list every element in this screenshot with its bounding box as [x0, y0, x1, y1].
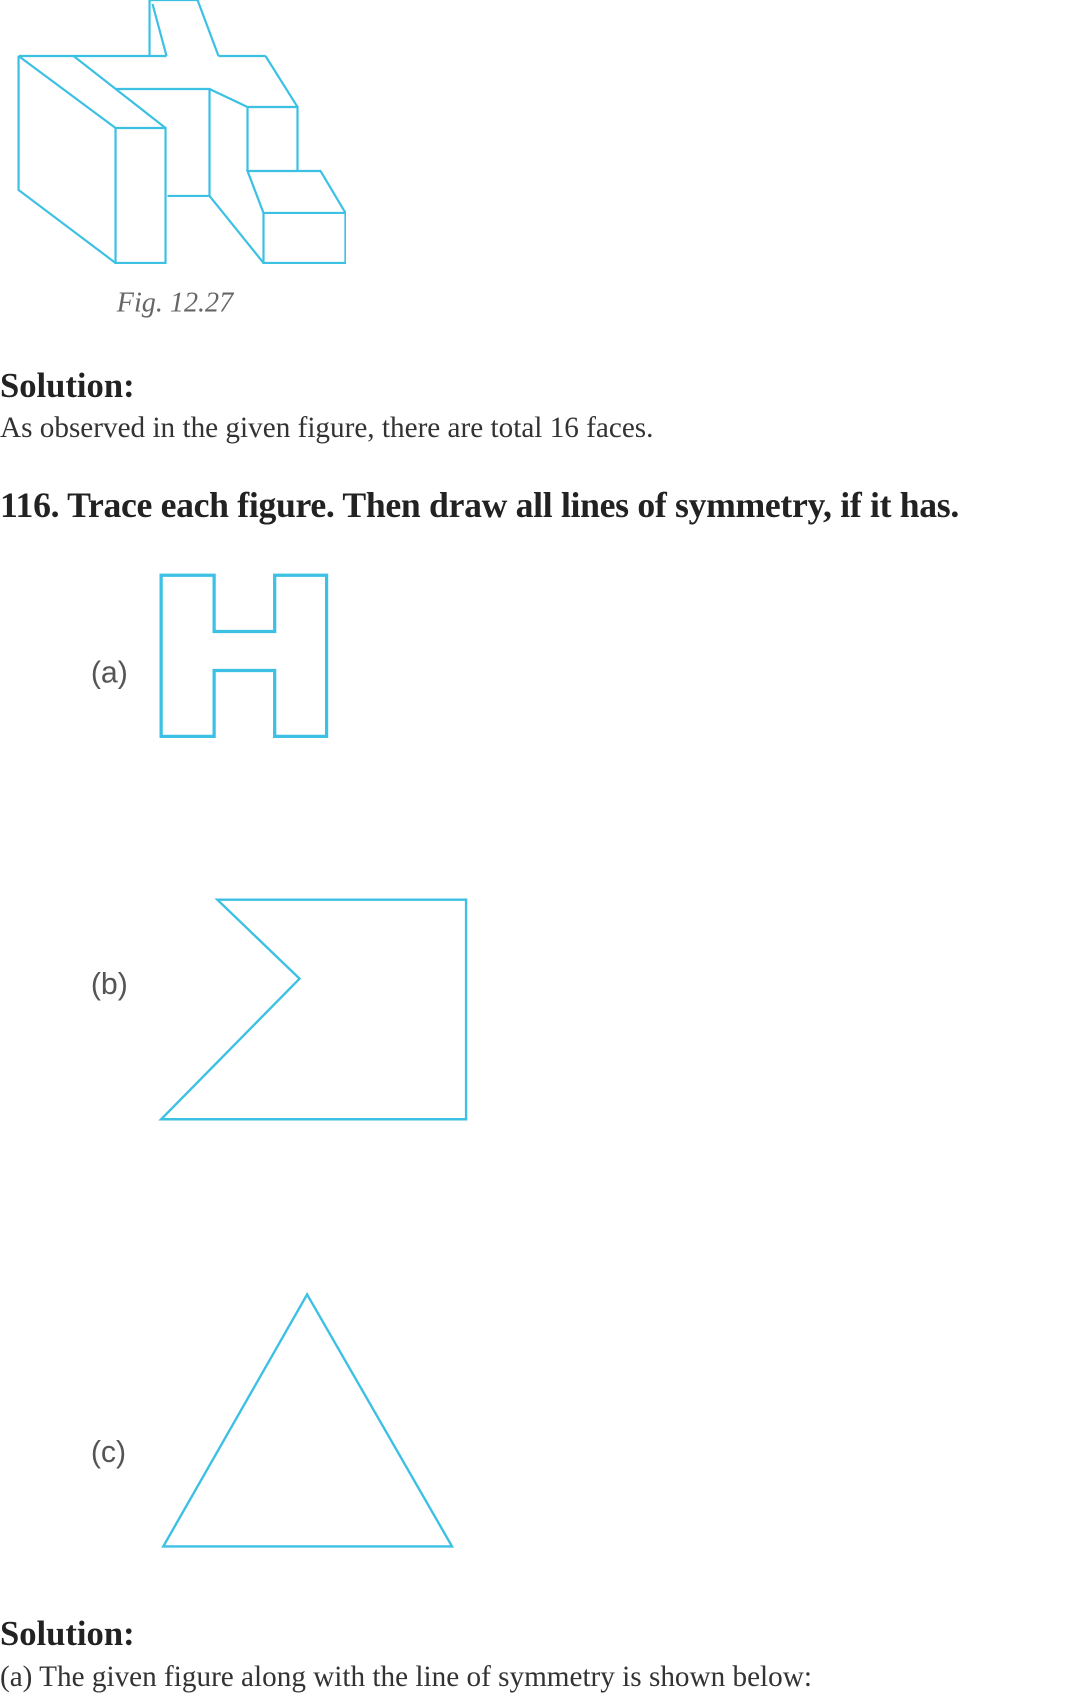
solution-heading-2: Solution:: [0, 1613, 135, 1653]
solution-text-2: (a) The given figure along with the line of symmetry is shown below:: [0, 1659, 812, 1693]
solution-text: As observed in the given figure, there are total 16 faces.: [0, 410, 654, 444]
solution-heading: Solution:: [0, 365, 135, 405]
figure-c-label: (c): [90, 1435, 127, 1469]
notched-shape: [161, 900, 466, 1120]
figure-b-label: (b): [90, 966, 128, 1001]
figure-caption: Fig. 12.27: [116, 286, 234, 318]
h-shape: [161, 575, 326, 736]
question-116: 116. Trace each figure. Then draw all lines of symmetry, if it has.: [0, 486, 959, 526]
figure-a-label: (a): [90, 655, 128, 689]
triangle-shape: [163, 1294, 452, 1546]
